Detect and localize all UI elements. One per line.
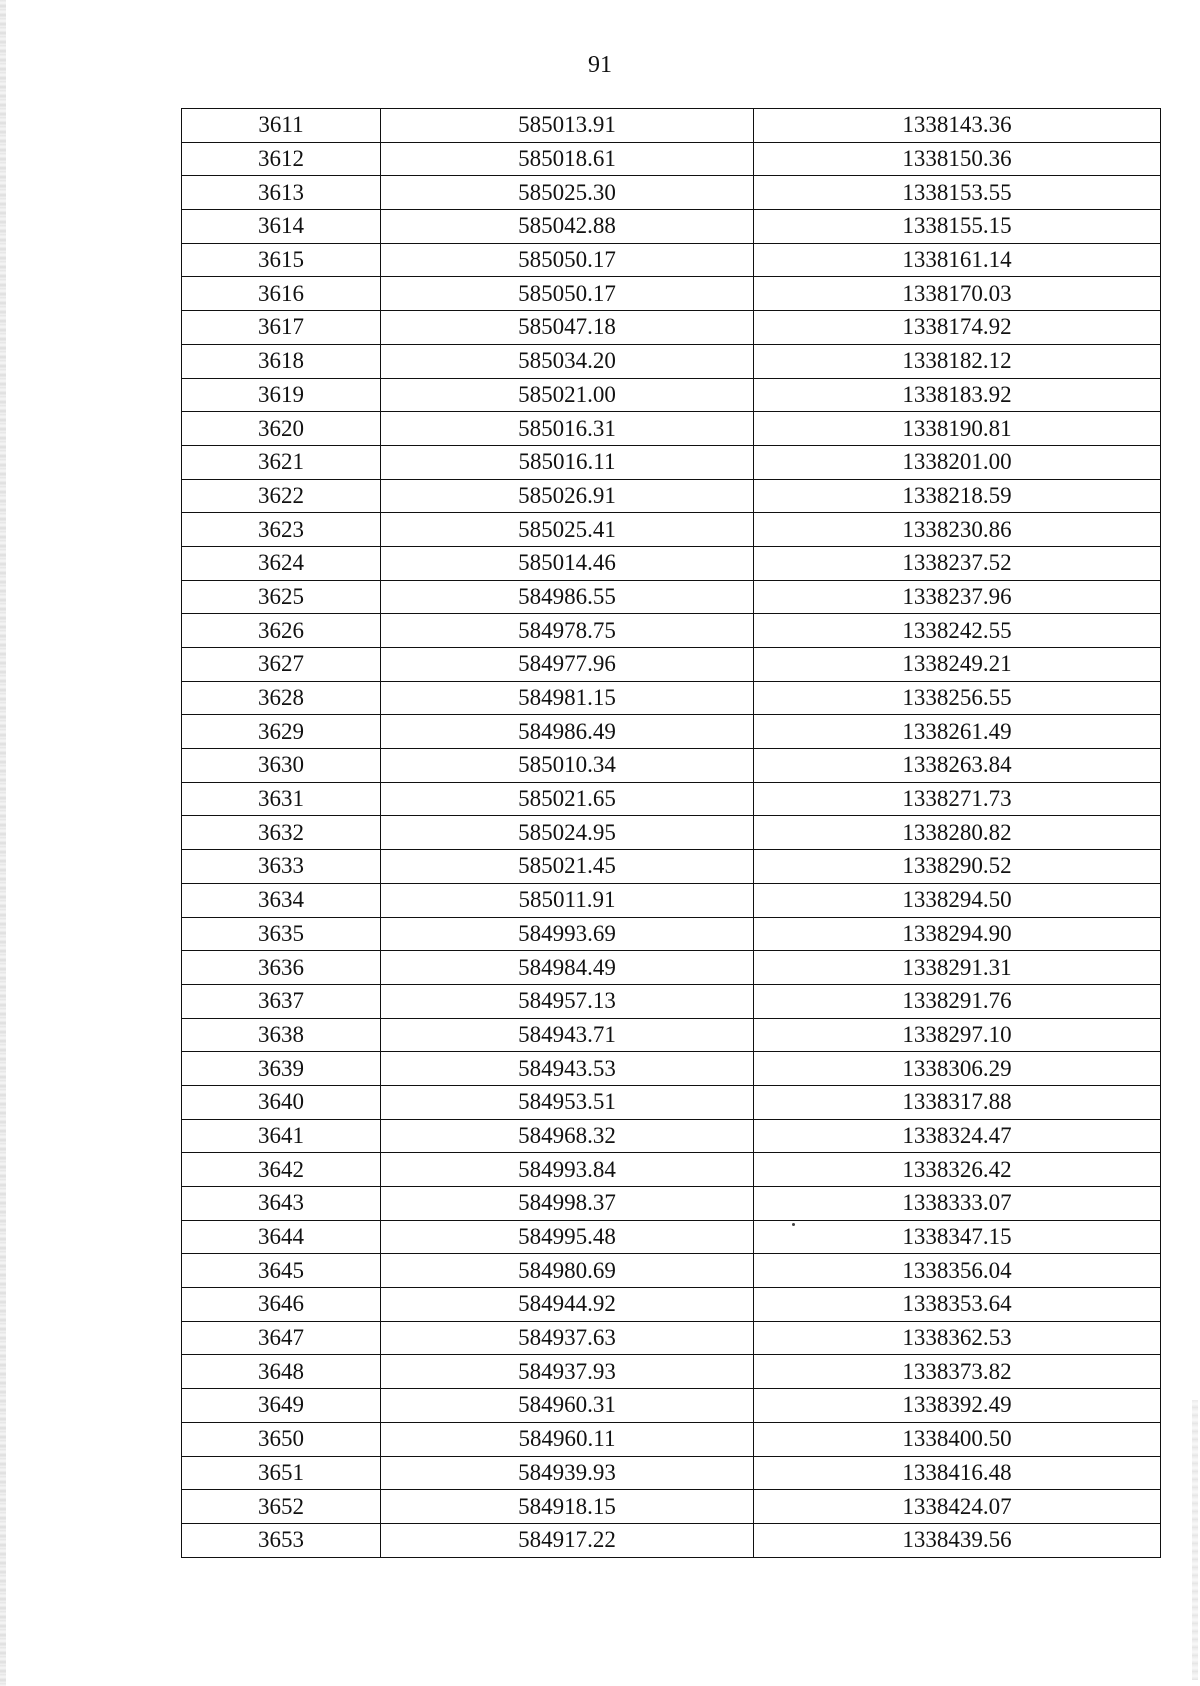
y-coordinate-cell: 1338271.73 — [754, 782, 1161, 816]
y-coordinate-cell: 1338242.55 — [754, 614, 1161, 648]
table-row — [182, 277, 1161, 311]
table-row — [182, 614, 1161, 648]
point-number-cell: 3612 — [182, 142, 381, 176]
table-row — [182, 1254, 1161, 1288]
table-row — [182, 1085, 1161, 1119]
point-number-cell: 3634 — [182, 883, 381, 917]
y-coordinate-cell: 1338324.47 — [754, 1119, 1161, 1153]
y-coordinate-cell: 1338291.31 — [754, 951, 1161, 985]
x-coordinate-cell: 584918.15 — [381, 1490, 754, 1524]
point-number-cell: 3649 — [182, 1389, 381, 1423]
x-coordinate-cell: 585013.91 — [381, 109, 754, 143]
y-coordinate-cell: 1338201.00 — [754, 445, 1161, 479]
x-coordinate-cell: 585011.91 — [381, 883, 754, 917]
y-coordinate-cell: 1338153.55 — [754, 176, 1161, 210]
point-number-cell: 3626 — [182, 614, 381, 648]
table-row — [182, 1490, 1161, 1524]
x-coordinate-cell: 584943.71 — [381, 1018, 754, 1052]
point-number-cell: 3623 — [182, 513, 381, 547]
y-coordinate-cell: 1338439.56 — [754, 1523, 1161, 1557]
y-coordinate-cell: 1338263.84 — [754, 749, 1161, 783]
point-number-cell: 3627 — [182, 648, 381, 682]
x-coordinate-cell: 585018.61 — [381, 142, 754, 176]
y-coordinate-cell: 1338416.48 — [754, 1456, 1161, 1490]
x-coordinate-cell: 584984.49 — [381, 951, 754, 985]
point-number-cell: 3636 — [182, 951, 381, 985]
point-number-cell: 3647 — [182, 1321, 381, 1355]
table-row — [182, 648, 1161, 682]
scan-edge-right — [1192, 1400, 1198, 1680]
point-number-cell: 3618 — [182, 344, 381, 378]
x-coordinate-cell: 584937.93 — [381, 1355, 754, 1389]
y-coordinate-cell: 1338294.50 — [754, 883, 1161, 917]
point-number-cell: 3614 — [182, 210, 381, 244]
x-coordinate-cell: 584978.75 — [381, 614, 754, 648]
point-number-cell: 3635 — [182, 917, 381, 951]
point-number-cell: 3624 — [182, 546, 381, 580]
x-coordinate-cell: 585014.46 — [381, 546, 754, 580]
point-number-cell: 3639 — [182, 1052, 381, 1086]
point-number-cell: 3640 — [182, 1085, 381, 1119]
x-coordinate-cell: 585016.31 — [381, 412, 754, 446]
x-coordinate-cell: 584981.15 — [381, 681, 754, 715]
table-row — [182, 1288, 1161, 1322]
y-coordinate-cell: 1338143.36 — [754, 109, 1161, 143]
point-number-cell: 3632 — [182, 816, 381, 850]
x-coordinate-cell: 584986.49 — [381, 715, 754, 749]
point-number-cell: 3638 — [182, 1018, 381, 1052]
table-row — [182, 1456, 1161, 1490]
x-coordinate-cell: 584986.55 — [381, 580, 754, 614]
table-row — [182, 412, 1161, 446]
y-coordinate-cell: 1338182.12 — [754, 344, 1161, 378]
table-row — [182, 243, 1161, 277]
x-coordinate-cell: 585050.17 — [381, 277, 754, 311]
y-coordinate-cell: 1338306.29 — [754, 1052, 1161, 1086]
table-row — [182, 378, 1161, 412]
x-coordinate-cell: 584957.13 — [381, 984, 754, 1018]
table-row — [182, 1153, 1161, 1187]
x-coordinate-cell: 585016.11 — [381, 445, 754, 479]
y-coordinate-cell: 1338333.07 — [754, 1187, 1161, 1221]
x-coordinate-cell: 584939.93 — [381, 1456, 754, 1490]
table-row — [182, 1523, 1161, 1557]
x-coordinate-cell: 584960.11 — [381, 1422, 754, 1456]
y-coordinate-cell: 1338326.42 — [754, 1153, 1161, 1187]
y-coordinate-cell: 1338290.52 — [754, 850, 1161, 884]
y-coordinate-cell: 1338353.64 — [754, 1288, 1161, 1322]
table-row — [182, 1187, 1161, 1221]
table-row — [182, 951, 1161, 985]
table-row — [182, 1321, 1161, 1355]
table-row — [182, 883, 1161, 917]
table-row — [182, 1220, 1161, 1254]
y-coordinate-cell: 1338356.04 — [754, 1254, 1161, 1288]
x-coordinate-cell: 585024.95 — [381, 816, 754, 850]
point-number-cell: 3615 — [182, 243, 381, 277]
x-coordinate-cell: 584995.48 — [381, 1220, 754, 1254]
table-row — [182, 1018, 1161, 1052]
y-coordinate-cell: 1338230.86 — [754, 513, 1161, 547]
table-row — [182, 1119, 1161, 1153]
point-number-cell: 3641 — [182, 1119, 381, 1153]
table-row — [182, 210, 1161, 244]
point-number-cell: 3629 — [182, 715, 381, 749]
y-coordinate-cell: 1338362.53 — [754, 1321, 1161, 1355]
point-number-cell: 3630 — [182, 749, 381, 783]
x-coordinate-cell: 584968.32 — [381, 1119, 754, 1153]
x-coordinate-cell: 584917.22 — [381, 1523, 754, 1557]
table-row — [182, 782, 1161, 816]
y-coordinate-cell: 1338190.81 — [754, 412, 1161, 446]
x-coordinate-cell: 584977.96 — [381, 648, 754, 682]
y-coordinate-cell: 1338280.82 — [754, 816, 1161, 850]
table-row — [182, 1422, 1161, 1456]
y-coordinate-cell: 1338150.36 — [754, 142, 1161, 176]
x-coordinate-cell: 585026.91 — [381, 479, 754, 513]
table-row — [182, 142, 1161, 176]
x-coordinate-cell: 584937.63 — [381, 1321, 754, 1355]
x-coordinate-cell: 585034.20 — [381, 344, 754, 378]
point-number-cell: 3646 — [182, 1288, 381, 1322]
point-number-cell: 3648 — [182, 1355, 381, 1389]
y-coordinate-cell: 1338297.10 — [754, 1018, 1161, 1052]
point-number-cell: 3616 — [182, 277, 381, 311]
y-coordinate-cell: 1338261.49 — [754, 715, 1161, 749]
table-row — [182, 1355, 1161, 1389]
x-coordinate-cell: 585021.00 — [381, 378, 754, 412]
table-row — [182, 715, 1161, 749]
point-number-cell: 3653 — [182, 1523, 381, 1557]
point-number-cell: 3619 — [182, 378, 381, 412]
table-row — [182, 311, 1161, 345]
x-coordinate-cell: 585050.17 — [381, 243, 754, 277]
table-row — [182, 580, 1161, 614]
x-coordinate-cell: 585025.41 — [381, 513, 754, 547]
point-number-cell: 3644 — [182, 1220, 381, 1254]
table-row — [182, 749, 1161, 783]
x-coordinate-cell: 585021.45 — [381, 850, 754, 884]
table-row — [182, 984, 1161, 1018]
y-coordinate-cell: 1338256.55 — [754, 681, 1161, 715]
table-row — [182, 850, 1161, 884]
y-coordinate-cell: 1338237.96 — [754, 580, 1161, 614]
y-coordinate-cell: 1338155.15 — [754, 210, 1161, 244]
x-coordinate-cell: 584993.69 — [381, 917, 754, 951]
table-row — [182, 479, 1161, 513]
coordinate-table-body — [182, 109, 1161, 1558]
point-number-cell: 3625 — [182, 580, 381, 614]
page-number: 91 — [588, 52, 612, 78]
point-number-cell: 3628 — [182, 681, 381, 715]
y-coordinate-cell: 1338347.15 — [754, 1220, 1161, 1254]
point-number-cell: 3613 — [182, 176, 381, 210]
table-row — [182, 513, 1161, 547]
y-coordinate-cell: 1338170.03 — [754, 277, 1161, 311]
x-coordinate-cell: 584953.51 — [381, 1085, 754, 1119]
x-coordinate-cell: 585042.88 — [381, 210, 754, 244]
point-number-cell: 3652 — [182, 1490, 381, 1524]
y-coordinate-cell: 1338294.90 — [754, 917, 1161, 951]
y-coordinate-cell: 1338237.52 — [754, 546, 1161, 580]
y-coordinate-cell: 1338249.21 — [754, 648, 1161, 682]
point-number-cell: 3645 — [182, 1254, 381, 1288]
x-coordinate-cell: 585010.34 — [381, 749, 754, 783]
x-coordinate-cell: 584980.69 — [381, 1254, 754, 1288]
table-row — [182, 917, 1161, 951]
table-row — [182, 546, 1161, 580]
x-coordinate-cell: 584944.92 — [381, 1288, 754, 1322]
y-coordinate-cell: 1338161.14 — [754, 243, 1161, 277]
table-row — [182, 1389, 1161, 1423]
table-row — [182, 176, 1161, 210]
x-coordinate-cell: 584943.53 — [381, 1052, 754, 1086]
y-coordinate-cell: 1338183.92 — [754, 378, 1161, 412]
coordinate-table — [181, 108, 1161, 1558]
table-row — [182, 445, 1161, 479]
y-coordinate-cell: 1338291.76 — [754, 984, 1161, 1018]
x-coordinate-cell: 585025.30 — [381, 176, 754, 210]
x-coordinate-cell: 584960.31 — [381, 1389, 754, 1423]
table-row — [182, 681, 1161, 715]
point-number-cell: 3620 — [182, 412, 381, 446]
y-coordinate-cell: 1338174.92 — [754, 311, 1161, 345]
table-row — [182, 816, 1161, 850]
point-number-cell: 3642 — [182, 1153, 381, 1187]
point-number-cell: 3631 — [182, 782, 381, 816]
y-coordinate-cell: 1338317.88 — [754, 1085, 1161, 1119]
point-number-cell: 3633 — [182, 850, 381, 884]
y-coordinate-cell: 1338373.82 — [754, 1355, 1161, 1389]
point-number-cell: 3651 — [182, 1456, 381, 1490]
x-coordinate-cell: 585021.65 — [381, 782, 754, 816]
y-coordinate-cell: 1338218.59 — [754, 479, 1161, 513]
y-coordinate-cell: 1338400.50 — [754, 1422, 1161, 1456]
table-row — [182, 109, 1161, 143]
scan-speck — [792, 1223, 795, 1226]
point-number-cell: 3643 — [182, 1187, 381, 1221]
point-number-cell: 3611 — [182, 109, 381, 143]
point-number-cell: 3637 — [182, 984, 381, 1018]
table-row — [182, 344, 1161, 378]
point-number-cell: 3650 — [182, 1422, 381, 1456]
table-row — [182, 1052, 1161, 1086]
point-number-cell: 3617 — [182, 311, 381, 345]
scan-edge-left — [0, 0, 6, 1686]
y-coordinate-cell: 1338424.07 — [754, 1490, 1161, 1524]
x-coordinate-cell: 585047.18 — [381, 311, 754, 345]
y-coordinate-cell: 1338392.49 — [754, 1389, 1161, 1423]
point-number-cell: 3621 — [182, 445, 381, 479]
x-coordinate-cell: 584998.37 — [381, 1187, 754, 1221]
point-number-cell: 3622 — [182, 479, 381, 513]
x-coordinate-cell: 584993.84 — [381, 1153, 754, 1187]
